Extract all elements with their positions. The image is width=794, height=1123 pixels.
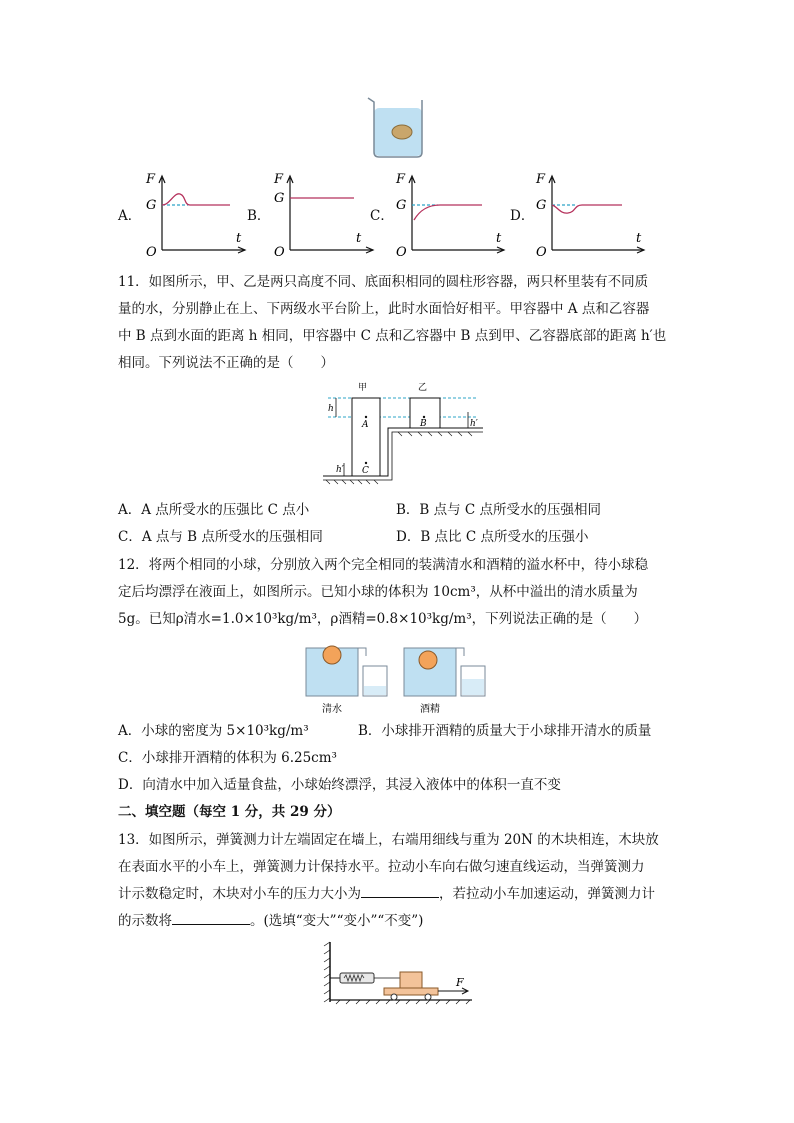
axis-f: F: [146, 172, 156, 187]
q12-option-b: B．小球排开酒精的质量大于小球排开清水的质量: [358, 723, 652, 739]
axis-g: G: [536, 198, 547, 213]
axis-o: O: [536, 245, 547, 260]
q11-line: 11．如图所示，甲、乙是两只高度不同、底面积相同的圆柱形容器，两只杯里装有不同质: [118, 274, 649, 290]
q12-line: 5g。已知ρ清水=1.0×10³kg/m³，ρ酒精=0.8×10³kg/m³，下列说法正确的是（ ）: [118, 611, 648, 627]
q11-option-d: D．B 点比 C 点所受水的压强小: [396, 529, 589, 545]
overflow-cups-figure: [300, 636, 500, 716]
axis-f: F: [536, 172, 546, 187]
containers-figure: [318, 380, 498, 492]
label-a: A: [362, 420, 369, 430]
q12-line: 定后均漂浮在液面上，如图所示。已知小球的体积为 10cm³，从杯中溢出的清水质量为: [118, 584, 638, 600]
q13-line: [118, 911, 423, 931]
option-label: D．: [510, 208, 535, 224]
q13-line: [118, 884, 655, 904]
axis-f: F: [274, 172, 284, 187]
label-jia: 甲: [358, 383, 368, 393]
label-h2: h′: [336, 465, 344, 475]
q11-option-b: B．B 点与 C 点所受水的压强相同: [396, 502, 602, 518]
label-h: h: [328, 404, 334, 414]
egg: [392, 125, 412, 139]
q13-line: 在表面水平的小车上，弹簧测力计保持水平。拉动小车向右做匀速直线运动，当弹簧测力: [118, 859, 645, 875]
section-title: 二、填空题（每空 1 分，共 29 分）: [118, 804, 341, 820]
option-label: A．: [118, 208, 142, 224]
graph-d: [530, 170, 650, 260]
option-label: B．: [247, 208, 271, 224]
q12-option-a: A．小球的密度为 5×10³kg/m³: [118, 723, 309, 739]
axis-f: F: [396, 172, 406, 187]
q13-line4-a: 的示数将: [118, 913, 172, 929]
axis-g: G: [274, 191, 285, 206]
q13-line4-b: 。(选填“变大”“变小”“不变”): [250, 913, 424, 929]
q11-option-c: C．A 点与 B 点所受水的压强相同: [118, 529, 323, 545]
label-yi: 乙: [418, 383, 428, 393]
option-label: C．: [370, 208, 394, 224]
q12-option-c: C．小球排开酒精的体积为 6.25cm³: [118, 750, 337, 766]
axis-t: t: [496, 231, 502, 246]
beaker-egg-figure: [364, 94, 430, 160]
q12-line: 12．将两个相同的小球，分别放入两个完全相同的装满清水和酒精的溢水杯中，待小球稳: [118, 557, 649, 573]
q13-line: 13．如图所示，弹簧测力计左端固定在墙上，右端用细线与重为 20N 的木块相连，木块放: [118, 832, 659, 848]
graph-a: [140, 170, 250, 260]
q13-line3-a: 计示数稳定时，木块对小车的压力大小为: [118, 886, 361, 902]
q13-line3-b: ，若拉动小车加速运动，弹簧测力计: [439, 886, 655, 902]
q11-line: 中 B 点到水面的距离 h 相同，甲容器中 C 点和乙容器中 B 点到甲、乙容器底部的距离 h′也: [118, 328, 667, 344]
label-f: F: [456, 976, 464, 989]
axis-o: O: [146, 245, 157, 260]
q12-option-d: D．向清水中加入适量食盐，小球始终漂浮，其浸入液体中的体积一直不变: [118, 777, 561, 793]
axis-o: O: [396, 245, 407, 260]
axis-t: t: [356, 231, 362, 246]
answer-blank-1[interactable]: [361, 885, 439, 898]
graph-c: [390, 170, 510, 260]
answer-blank-2[interactable]: [172, 912, 250, 925]
axis-o: O: [274, 245, 285, 260]
axis-g: G: [146, 198, 157, 213]
axis-t: t: [236, 231, 242, 246]
graph-b: [268, 170, 378, 260]
label-c: C: [362, 466, 369, 476]
q11-option-a: A．A 点所受水的压强比 C 点小: [118, 502, 310, 518]
label-left: 清水: [322, 704, 342, 715]
q11-line: 相同。下列说法不正确的是（ ）: [118, 355, 334, 371]
spring-scale-figure: [322, 940, 482, 1006]
axis-t: t: [636, 231, 642, 246]
label-right: 酒精: [420, 704, 440, 715]
label-h2: h′: [470, 419, 478, 429]
q11-line: 量的水，分别静止在上、下两级水平台阶上，此时水面恰好相平。甲容器中 A 点和乙容器: [118, 301, 650, 317]
label-b: B: [420, 419, 427, 429]
axis-g: G: [396, 198, 407, 213]
